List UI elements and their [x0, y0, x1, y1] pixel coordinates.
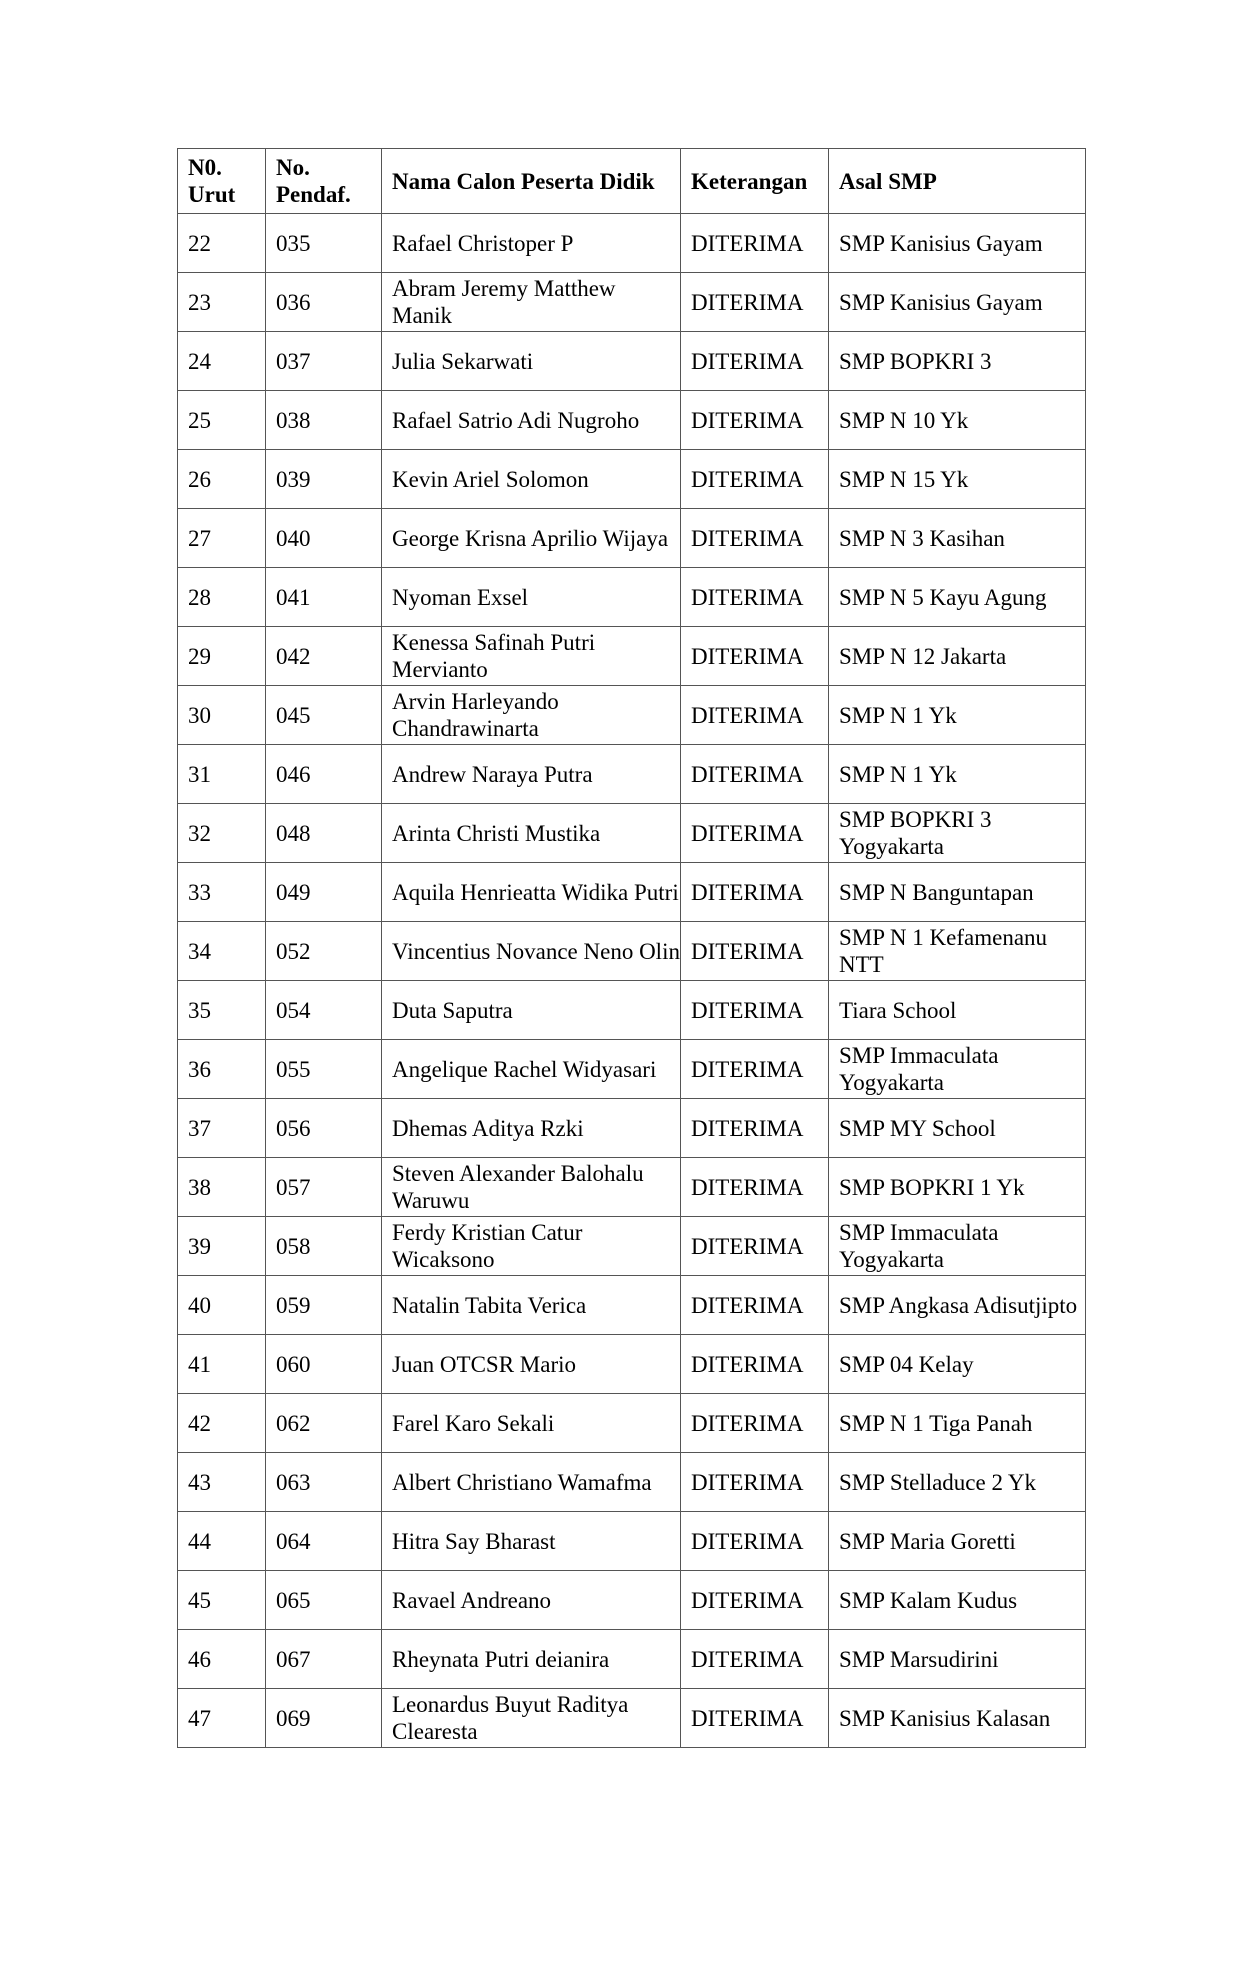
- cell-nama: Vincentius Novance Neno Olin: [382, 922, 681, 981]
- cell-asal-smp: SMP Marsudirini: [829, 1630, 1086, 1689]
- cell-nama: Juan OTCSR Mario: [382, 1335, 681, 1394]
- table-row: [178, 391, 1086, 450]
- cell-asal-smp: SMP Kanisius Gayam: [829, 273, 1086, 332]
- cell-keterangan: DITERIMA: [681, 1630, 829, 1689]
- table-row: [178, 922, 1086, 981]
- cell-keterangan: DITERIMA: [681, 1453, 829, 1512]
- cell-no-urut: 27: [178, 509, 266, 568]
- cell-no-urut: 33: [178, 863, 266, 922]
- cell-no-pendaf: 040: [266, 509, 382, 568]
- cell-no-pendaf: 063: [266, 1453, 382, 1512]
- cell-nama: Arinta Christi Mustika: [382, 804, 681, 863]
- cell-asal-smp: SMP 04 Kelay: [829, 1335, 1086, 1394]
- cell-nama: Rafael Satrio Adi Nugroho: [382, 391, 681, 450]
- table-row: [178, 745, 1086, 804]
- cell-nama: Ferdy Kristian Catur Wicaksono: [382, 1217, 681, 1276]
- cell-no-pendaf: 067: [266, 1630, 382, 1689]
- cell-asal-smp: SMP Maria Goretti: [829, 1512, 1086, 1571]
- cell-asal-smp: Tiara School: [829, 981, 1086, 1040]
- cell-no-urut: 26: [178, 450, 266, 509]
- cell-keterangan: DITERIMA: [681, 568, 829, 627]
- table-row: [178, 1158, 1086, 1217]
- table-row: [178, 1394, 1086, 1453]
- cell-no-pendaf: 052: [266, 922, 382, 981]
- cell-no-pendaf: 042: [266, 627, 382, 686]
- cell-no-pendaf: 059: [266, 1276, 382, 1335]
- cell-keterangan: DITERIMA: [681, 922, 829, 981]
- cell-no-pendaf: 038: [266, 391, 382, 450]
- cell-nama: Rafael Christoper P: [382, 214, 681, 273]
- table-row: [178, 214, 1086, 273]
- cell-no-urut: 35: [178, 981, 266, 1040]
- cell-no-pendaf: 064: [266, 1512, 382, 1571]
- cell-keterangan: DITERIMA: [681, 332, 829, 391]
- cell-asal-smp: SMP N 15 Yk: [829, 450, 1086, 509]
- header-no-urut: N0. Urut: [178, 149, 266, 214]
- cell-no-pendaf: 037: [266, 332, 382, 391]
- cell-no-urut: 38: [178, 1158, 266, 1217]
- cell-nama: George Krisna Aprilio Wijaya: [382, 509, 681, 568]
- cell-no-urut: 40: [178, 1276, 266, 1335]
- cell-keterangan: DITERIMA: [681, 1099, 829, 1158]
- cell-no-urut: 45: [178, 1571, 266, 1630]
- cell-asal-smp: SMP BOPKRI 3 Yogyakarta: [829, 804, 1086, 863]
- cell-nama: Abram Jeremy Matthew Manik: [382, 273, 681, 332]
- cell-keterangan: DITERIMA: [681, 1571, 829, 1630]
- cell-no-pendaf: 058: [266, 1217, 382, 1276]
- cell-no-pendaf: 060: [266, 1335, 382, 1394]
- cell-keterangan: DITERIMA: [681, 981, 829, 1040]
- cell-nama: Albert Christiano Wamafma: [382, 1453, 681, 1512]
- cell-no-urut: 29: [178, 627, 266, 686]
- cell-asal-smp: SMP N 10 Yk: [829, 391, 1086, 450]
- cell-keterangan: DITERIMA: [681, 450, 829, 509]
- cell-asal-smp: SMP N 1 Yk: [829, 686, 1086, 745]
- cell-nama: Duta Saputra: [382, 981, 681, 1040]
- table-row: [178, 627, 1086, 686]
- cell-nama: Rheynata Putri deianira: [382, 1630, 681, 1689]
- cell-keterangan: DITERIMA: [681, 214, 829, 273]
- header-keterangan: Keterangan: [681, 149, 829, 214]
- cell-no-pendaf: 065: [266, 1571, 382, 1630]
- cell-nama: Dhemas Aditya Rzki: [382, 1099, 681, 1158]
- cell-keterangan: DITERIMA: [681, 1276, 829, 1335]
- cell-asal-smp: SMP N 1 Yk: [829, 745, 1086, 804]
- cell-keterangan: DITERIMA: [681, 391, 829, 450]
- cell-no-urut: 42: [178, 1394, 266, 1453]
- cell-no-urut: 30: [178, 686, 266, 745]
- cell-nama: Leonardus Buyut Raditya Clearesta: [382, 1689, 681, 1748]
- cell-no-urut: 34: [178, 922, 266, 981]
- table-row: [178, 686, 1086, 745]
- registration-table: [177, 148, 1086, 1748]
- cell-keterangan: DITERIMA: [681, 627, 829, 686]
- cell-no-pendaf: 062: [266, 1394, 382, 1453]
- table-row: [178, 1040, 1086, 1099]
- cell-nama: Nyoman Exsel: [382, 568, 681, 627]
- cell-keterangan: DITERIMA: [681, 273, 829, 332]
- cell-nama: Kenessa Safinah Putri Mervianto: [382, 627, 681, 686]
- cell-asal-smp: SMP Stelladuce 2 Yk: [829, 1453, 1086, 1512]
- cell-nama: Aquila Henrieatta Widika Putri: [382, 863, 681, 922]
- document-page: [177, 148, 1085, 1748]
- cell-nama: Steven Alexander Balohalu Waruwu: [382, 1158, 681, 1217]
- cell-no-urut: 28: [178, 568, 266, 627]
- cell-no-pendaf: 035: [266, 214, 382, 273]
- cell-asal-smp: SMP N 1 Kefamenanu NTT: [829, 922, 1086, 981]
- header-asal-smp: Asal SMP: [829, 149, 1086, 214]
- table-body: [178, 214, 1086, 1748]
- cell-asal-smp: SMP N 3 Kasihan: [829, 509, 1086, 568]
- cell-nama: Hitra Say Bharast: [382, 1512, 681, 1571]
- cell-asal-smp: SMP MY School: [829, 1099, 1086, 1158]
- table-row: [178, 804, 1086, 863]
- table-row: [178, 1217, 1086, 1276]
- table-row: [178, 273, 1086, 332]
- cell-nama: Andrew Naraya Putra: [382, 745, 681, 804]
- table-row: [178, 981, 1086, 1040]
- header-nama: Nama Calon Peserta Didik: [382, 149, 681, 214]
- cell-asal-smp: SMP Immaculata Yogyakarta: [829, 1040, 1086, 1099]
- cell-asal-smp: SMP Angkasa Adisutjipto: [829, 1276, 1086, 1335]
- cell-nama: Kevin Ariel Solomon: [382, 450, 681, 509]
- cell-no-urut: 22: [178, 214, 266, 273]
- cell-no-urut: 41: [178, 1335, 266, 1394]
- cell-nama: Farel Karo Sekali: [382, 1394, 681, 1453]
- cell-no-pendaf: 039: [266, 450, 382, 509]
- table-row: [178, 1276, 1086, 1335]
- table-row: [178, 1453, 1086, 1512]
- table-row: [178, 863, 1086, 922]
- cell-keterangan: DITERIMA: [681, 509, 829, 568]
- cell-no-pendaf: 036: [266, 273, 382, 332]
- header-row: [178, 149, 1086, 214]
- cell-no-pendaf: 055: [266, 1040, 382, 1099]
- cell-no-pendaf: 041: [266, 568, 382, 627]
- cell-no-urut: 39: [178, 1217, 266, 1276]
- cell-no-urut: 43: [178, 1453, 266, 1512]
- cell-no-pendaf: 049: [266, 863, 382, 922]
- cell-keterangan: DITERIMA: [681, 1512, 829, 1571]
- cell-no-pendaf: 057: [266, 1158, 382, 1217]
- cell-no-urut: 23: [178, 273, 266, 332]
- cell-keterangan: DITERIMA: [681, 1394, 829, 1453]
- cell-keterangan: DITERIMA: [681, 686, 829, 745]
- cell-nama: Arvin Harleyando Chandrawinarta: [382, 686, 681, 745]
- cell-nama: Julia Sekarwati: [382, 332, 681, 391]
- cell-no-urut: 37: [178, 1099, 266, 1158]
- cell-no-urut: 31: [178, 745, 266, 804]
- cell-no-pendaf: 046: [266, 745, 382, 804]
- cell-asal-smp: SMP N 12 Jakarta: [829, 627, 1086, 686]
- cell-asal-smp: SMP Kanisius Kalasan: [829, 1689, 1086, 1748]
- table-row: [178, 1512, 1086, 1571]
- table-row: [178, 1099, 1086, 1158]
- cell-asal-smp: SMP N Banguntapan: [829, 863, 1086, 922]
- cell-asal-smp: SMP Kalam Kudus: [829, 1571, 1086, 1630]
- table-header: [178, 149, 1086, 214]
- cell-keterangan: DITERIMA: [681, 1689, 829, 1748]
- cell-keterangan: DITERIMA: [681, 1158, 829, 1217]
- cell-keterangan: DITERIMA: [681, 804, 829, 863]
- cell-no-urut: 32: [178, 804, 266, 863]
- table-row: [178, 568, 1086, 627]
- cell-asal-smp: SMP Kanisius Gayam: [829, 214, 1086, 273]
- cell-no-pendaf: 054: [266, 981, 382, 1040]
- cell-asal-smp: SMP N 5 Kayu Agung: [829, 568, 1086, 627]
- cell-no-urut: 36: [178, 1040, 266, 1099]
- cell-nama: Natalin Tabita Verica: [382, 1276, 681, 1335]
- cell-keterangan: DITERIMA: [681, 745, 829, 804]
- table-row: [178, 1571, 1086, 1630]
- table-row: [178, 1335, 1086, 1394]
- cell-asal-smp: SMP BOPKRI 1 Yk: [829, 1158, 1086, 1217]
- cell-no-urut: 47: [178, 1689, 266, 1748]
- table-row: [178, 450, 1086, 509]
- cell-asal-smp: SMP N 1 Tiga Panah: [829, 1394, 1086, 1453]
- header-no-pendaf: No. Pendaf.: [266, 149, 382, 214]
- cell-keterangan: DITERIMA: [681, 1040, 829, 1099]
- cell-asal-smp: SMP BOPKRI 3: [829, 332, 1086, 391]
- cell-no-urut: 25: [178, 391, 266, 450]
- cell-asal-smp: SMP Immaculata Yogyakarta: [829, 1217, 1086, 1276]
- table-row: [178, 1630, 1086, 1689]
- table-row: [178, 332, 1086, 391]
- cell-nama: Angelique Rachel Widyasari: [382, 1040, 681, 1099]
- cell-nama: Ravael Andreano: [382, 1571, 681, 1630]
- cell-no-pendaf: 069: [266, 1689, 382, 1748]
- cell-keterangan: DITERIMA: [681, 1335, 829, 1394]
- table-row: [178, 509, 1086, 568]
- cell-no-pendaf: 056: [266, 1099, 382, 1158]
- cell-keterangan: DITERIMA: [681, 863, 829, 922]
- cell-no-urut: 44: [178, 1512, 266, 1571]
- table-row: [178, 1689, 1086, 1748]
- cell-no-urut: 24: [178, 332, 266, 391]
- cell-no-pendaf: 045: [266, 686, 382, 745]
- cell-keterangan: DITERIMA: [681, 1217, 829, 1276]
- cell-no-pendaf: 048: [266, 804, 382, 863]
- cell-no-urut: 46: [178, 1630, 266, 1689]
